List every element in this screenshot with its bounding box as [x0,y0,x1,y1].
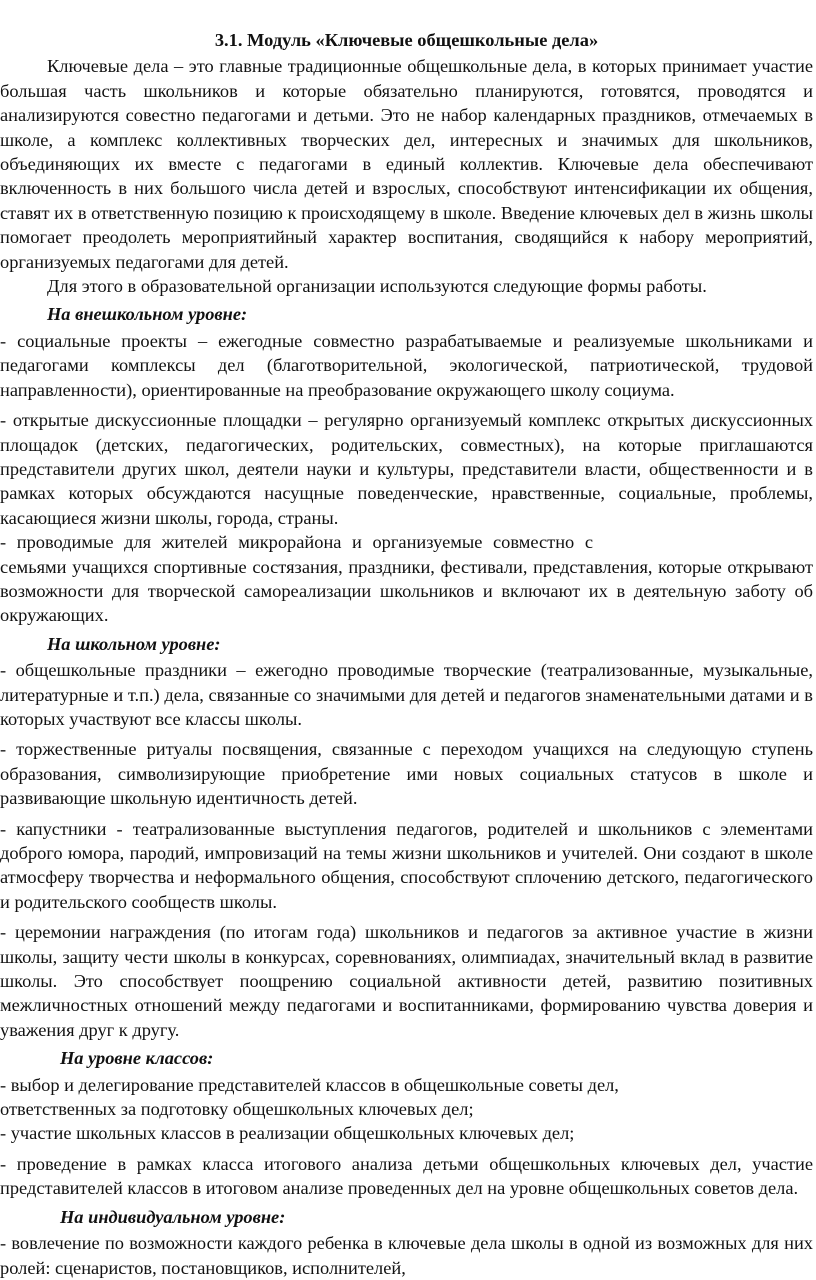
classes-item-analysis: - проведение в рамках класса итогового анализа детьми общешкольных ключевых дел, участие представителей классов в итоговом анализе проведенных дел на уровне общешкольных советов дела. [0,1153,813,1199]
school-item-award-ceremonies: - церемонии награждения (по итогам года) школьников и педагогов за активное участие в жизни школы, защиту чести школы в конкурсах, соревнованиях, олимпиадах, значительный вклад в развитие школы. Это способствует поощрению социальной активности детей, развитию позитивных межличностных отношений между педагогами и воспитанниками, формированию чувства доверия и уважения друг к другу. [0,922,813,1040]
individual-level-heading: На индивидуальном уровне: [60,1206,286,1227]
external-level-heading: На внешкольном уровне: [47,304,248,325]
document-page [0,28,813,1280]
school-level-heading: На школьном уровне: [47,633,221,654]
classes-item-participation: - участие школьных классов в реализации общешкольных ключевых дел; [0,1123,575,1144]
external-item-discussion-platforms: - открытые дискуссионные площадки – регулярно организуемый комплекс открытых дискуссионных площадок (детских, педагогических, родительских, совместных), на которые приглашаются представители других школ, деятели науки и культуры, представители власти, общественности и в рамках которых обсуждаются насущные поведенческие, нравственные, социальные, проблемы, касающиеся жизни школы, города, страны. [0,410,813,528]
forms-intro-paragraph: Для этого в образовательной организации используются следующие формы работы. [47,276,707,297]
classes-item-delegation-line1: - выбор и делегирование представителей классов в общешкольные советы дел, [0,1074,619,1095]
external-item-social-projects: - социальные проекты – ежегодные совместно разрабатываемые и реализуемые школьниками и педагогами комплексы дел (благотворительной, экологической, патриотической, трудовой направленности), ориентированные на преобразование окружающего школу социума. [0,330,813,400]
school-item-rituals: - торжественные ритуалы посвящения, связанные с переходом учащихся на следующую ступень образования, символизирующие приобретение ими новых социальных статусов в школе и развивающие школьную идентичность детей. [0,739,813,809]
classes-level-heading: На уровне классов: [60,1048,214,1069]
intro-paragraph: Ключевые дела – это главные традиционные общешкольные дела, в которых принимает участие большая часть школьников и которые обязательно планируются, готовятся, проводятся и анализируются совестно педагогами и детьми. Это не набор календарных праздников, отмечаемых в школе, а комплекс коллективных творческих дел, интересных и значимых для школьников, объединяющих их вместе с педагогами в единый коллектив. Ключевые дела обеспечивают включенность в них большого числа детей и взрослых, способствуют интенсификации их общения, ставят их в ответственную позицию к происходящему в школе. Введение ключевых дел в жизнь школы помогает преодолеть мероприятийный характер воспитания, сводящийся к набору мероприятий, организуемых педагогами для детей. [0,56,813,272]
external-item-community-events-rest: семьями учащихся спортивные состязания, праздники, фестивали, представления, которые открывают возможности для творческой самореализации школьников и включают их в деятельную заботу об окружающих. [0,556,813,626]
classes-item-delegation-line2: ответственных за подготовку общешкольных ключевых дел; [0,1099,474,1120]
individual-item-involvement: - вовлечение по возможности каждого ребенка в ключевые дела школы в одной из возможных для них ролей: сценаристов, постановщиков, исполнителей, [0,1233,813,1278]
module-title: 3.1. Модуль «Ключевые общешкольные дела» [214,30,599,50]
school-item-skits: - капустники - театрализованные выступления педагогов, родителей и школьников с элементами доброго юмора, пародий, импровизаций на темы жизни школьников и учителей. Они создают в школе атмосферу творчества и неформального общения, способствуют сплочению детского, педагогического и родительского сообществ школы. [0,818,813,912]
school-item-holidays: - общешкольные праздники – ежегодно проводимые творческие (театрализованные, музыкальные, литературные и т.п.) дела, связанные со значимыми для детей и педагогов знаменательными датами и в которых участвуют все классы школы. [0,660,813,729]
external-item-community-events-line1: - проводимые для жителей микрорайона и организуемые совместно с [0,532,594,553]
